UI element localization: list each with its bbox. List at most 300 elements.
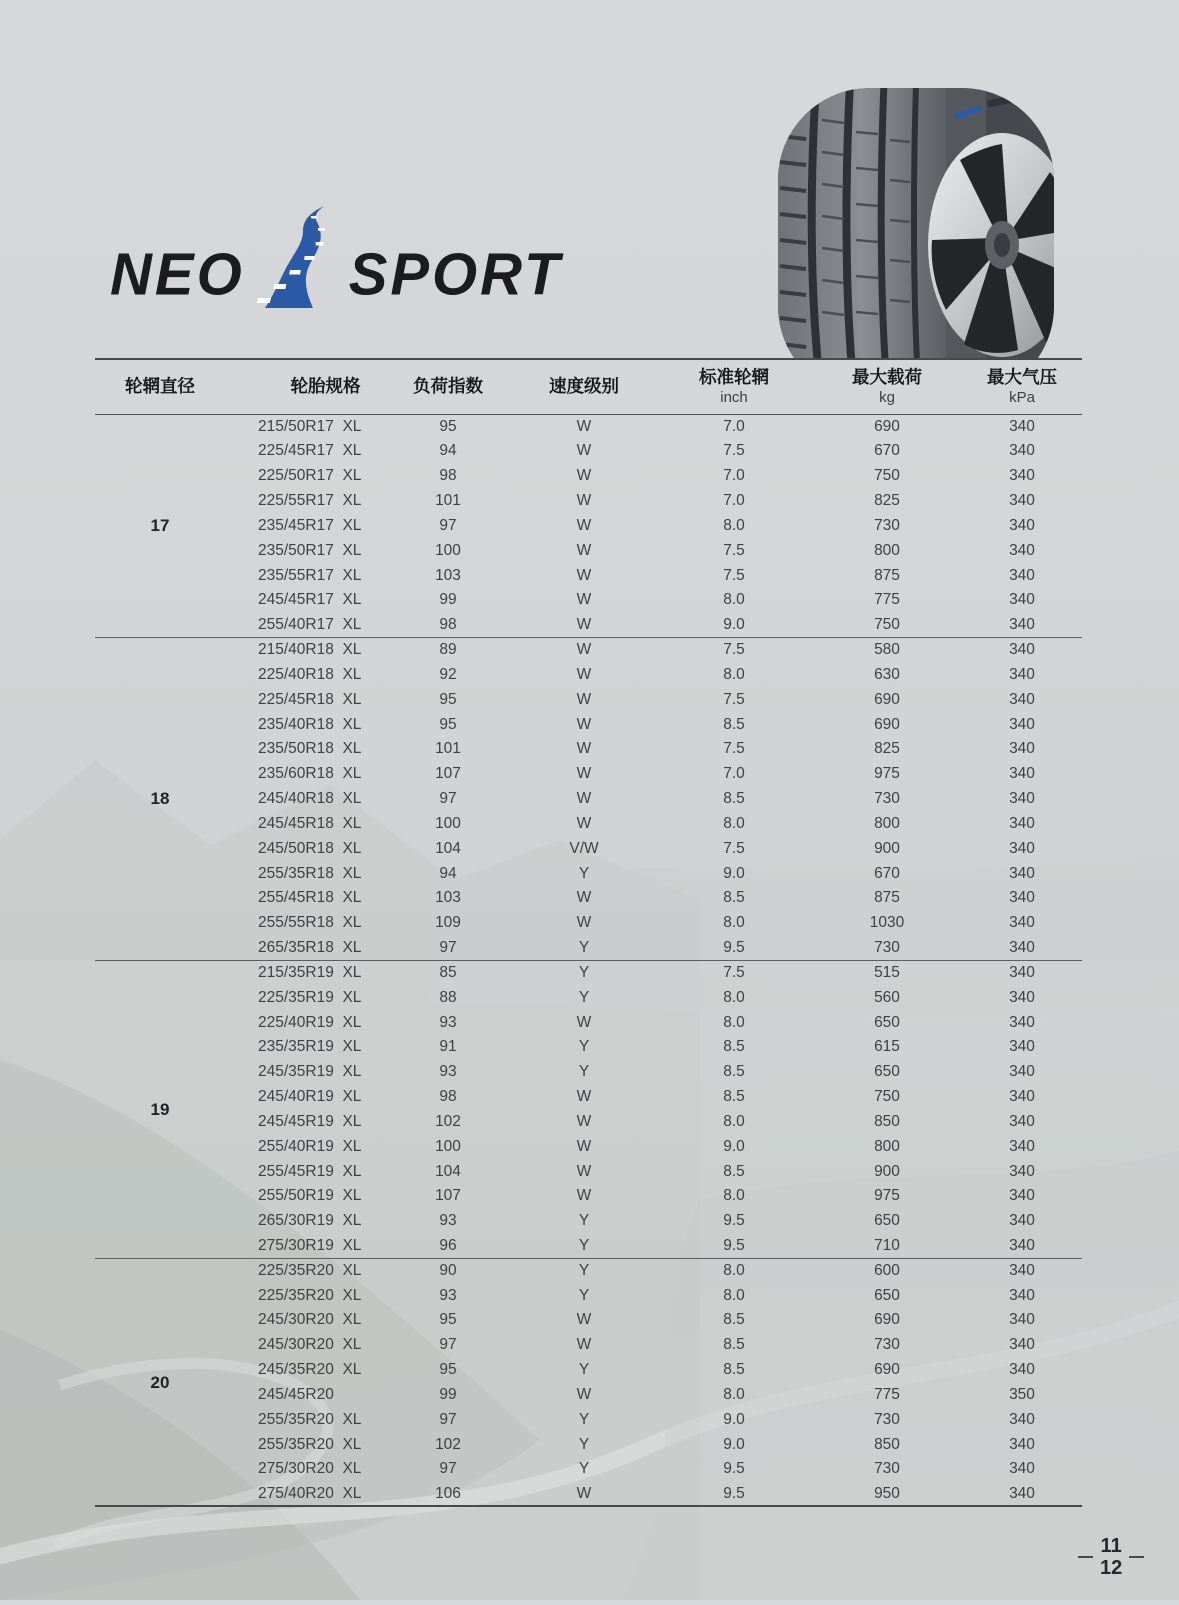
max-pressure-cell: 340 <box>1009 765 1035 783</box>
max-load-cell: 775 <box>874 1385 900 1403</box>
speed-rating-cell: Y <box>578 864 590 882</box>
table-row <box>95 886 1082 911</box>
load-index-cell: 93 <box>439 1212 457 1230</box>
load-index-cell: 93 <box>439 1286 457 1304</box>
max-load-cell: 975 <box>874 1187 900 1205</box>
tire-size-cell: 255/35R18 XL <box>258 864 362 882</box>
speed-rating-cell: W <box>576 591 592 609</box>
table-row <box>95 1357 1082 1382</box>
max-load-cell: 800 <box>874 814 900 832</box>
max-load-cell: 690 <box>874 1311 900 1329</box>
tire-size-cell: 255/35R20 XL <box>258 1410 362 1428</box>
speed-rating-cell: W <box>576 417 592 435</box>
table-row <box>95 861 1082 886</box>
speed-rating-cell: Y <box>578 1286 590 1304</box>
tire-size-cell: 255/55R18 XL <box>258 914 362 932</box>
speed-rating-cell: W <box>576 516 592 534</box>
standard-rim-cell: 7.5 <box>723 839 745 857</box>
max-load-cell: 690 <box>874 1361 900 1379</box>
load-index-cell: 100 <box>435 541 461 559</box>
speed-rating-cell: W <box>576 665 592 683</box>
table-row <box>95 1035 1082 1060</box>
table-row <box>95 1159 1082 1184</box>
max-pressure-cell: 340 <box>1009 814 1035 832</box>
standard-rim-cell: 7.5 <box>723 566 745 584</box>
table-row <box>95 911 1082 936</box>
speed-rating-cell: Y <box>512 960 656 985</box>
tire-size-cell: 235/40R18 XL <box>258 715 362 733</box>
standard-rim-cell: 8.5 <box>723 1038 745 1056</box>
page-number-top: 11 <box>1100 1535 1122 1557</box>
tire-size-cell: 225/40R19 XL <box>258 1013 362 1031</box>
load-index-cell: 95 <box>439 1311 457 1329</box>
table-row <box>95 1233 1082 1258</box>
load-index-cell: 95 <box>439 715 457 733</box>
standard-rim-cell: 8.5 <box>723 1336 745 1354</box>
page-number-bottom: 12 <box>1100 1557 1123 1580</box>
max-load-cell: 690 <box>874 715 900 733</box>
standard-rim-cell: 8.0 <box>723 665 745 683</box>
speed-rating-cell: W <box>576 765 592 783</box>
load-index-cell: 93 <box>439 1063 457 1081</box>
load-index-cell: 98 <box>439 467 457 485</box>
load-index-cell: 99 <box>439 591 457 609</box>
tire-size-cell: 215/50R17 XL <box>258 417 362 435</box>
max-load-cell: 730 <box>874 1460 900 1478</box>
max-pressure-cell: 340 <box>1009 988 1035 1006</box>
table-row <box>95 637 1082 662</box>
max-load-cell: 875 <box>874 889 900 907</box>
standard-rim-cell: 9.5 <box>723 1460 745 1478</box>
load-index-cell: 103 <box>435 889 461 907</box>
page-number-dash-right <box>1129 1556 1144 1558</box>
max-load-cell: 900 <box>874 839 900 857</box>
tire-size-cell: 245/35R19 XL <box>258 1063 362 1081</box>
load-index-cell: 109 <box>435 914 461 932</box>
load-index-cell: 104 <box>435 1162 461 1180</box>
table-row <box>95 464 1082 489</box>
max-load-cell: 775 <box>874 591 900 609</box>
max-pressure-cell: 340 <box>962 960 1082 985</box>
load-index-cell: 107 <box>435 765 461 783</box>
tire-size-cell: 225/35R20 XL <box>225 1258 384 1283</box>
col-header-max-pressure: 最大气压 kPa <box>962 359 1082 414</box>
max-load-cell: 750 <box>874 616 900 634</box>
max-pressure-cell: 340 <box>1009 616 1035 634</box>
table-row <box>95 414 1082 439</box>
speed-rating-cell: W <box>576 566 592 584</box>
max-pressure-cell: 340 <box>1009 1063 1035 1081</box>
max-pressure-cell: 340 <box>1009 1187 1035 1205</box>
speed-rating-cell: W <box>576 1137 592 1155</box>
load-index-cell: 97 <box>439 938 457 956</box>
table-row <box>95 538 1082 563</box>
standard-rim-cell: 7.0 <box>723 765 745 783</box>
max-load-cell: 670 <box>874 442 900 460</box>
page-number-dash-left <box>1078 1556 1093 1558</box>
load-index-cell: 98 <box>439 616 457 634</box>
col-header-rim-diameter: 轮辋直径 <box>95 359 225 414</box>
max-load-cell: 825 <box>874 492 900 510</box>
standard-rim-cell: 9.0 <box>723 1435 745 1453</box>
max-load-cell: 750 <box>874 1088 900 1106</box>
tire-size-cell: 245/40R19 XL <box>258 1088 362 1106</box>
load-index-cell: 102 <box>435 1435 461 1453</box>
tire-size-cell: 245/30R20 XL <box>258 1336 362 1354</box>
standard-rim-cell: 7.5 <box>723 442 745 460</box>
tire-size-cell: 215/35R19 XL <box>225 960 384 985</box>
speed-rating-cell: Y <box>578 1236 590 1254</box>
speed-rating-cell: W <box>576 1112 592 1130</box>
max-pressure-cell: 340 <box>1009 1435 1035 1453</box>
speed-rating-cell: W <box>576 690 592 708</box>
max-pressure-cell: 340 <box>1009 1336 1035 1354</box>
rim-diameter-label: 18 <box>95 637 225 960</box>
max-load-cell: 690 <box>874 690 900 708</box>
load-index-cell: 95 <box>439 1361 457 1379</box>
max-load-cell: 730 <box>874 938 900 956</box>
max-load-cell: 730 <box>874 1410 900 1428</box>
table-row <box>95 1382 1082 1407</box>
table-row <box>95 613 1082 638</box>
table-row <box>95 563 1082 588</box>
max-pressure-cell: 340 <box>1009 1088 1035 1106</box>
standard-rim-cell: 7.0 <box>723 492 745 510</box>
max-pressure-cell: 340 <box>1009 1484 1035 1502</box>
table-row <box>95 1457 1082 1482</box>
tire-size-cell: 225/40R18 XL <box>258 665 362 683</box>
standard-rim-cell: 8.5 <box>723 1361 745 1379</box>
tire-size-cell: 225/55R17 XL <box>258 492 362 510</box>
standard-rim-cell: 8.5 <box>723 715 745 733</box>
table-row <box>95 762 1082 787</box>
standard-rim-cell: 8.0 <box>723 1385 745 1403</box>
table-row <box>95 1482 1082 1507</box>
max-load-cell: 600 <box>812 1258 962 1283</box>
standard-rim-cell: 8.0 <box>723 1112 745 1130</box>
max-pressure-cell: 340 <box>1009 1286 1035 1304</box>
max-pressure-cell: 340 <box>1009 1361 1035 1379</box>
load-index-cell: 100 <box>435 814 461 832</box>
max-pressure-cell: 340 <box>1009 1460 1035 1478</box>
max-pressure-cell: 340 <box>1009 417 1035 435</box>
speed-rating-cell: Y <box>578 1063 590 1081</box>
max-pressure-cell: 340 <box>1009 1013 1035 1031</box>
tire-size-cell: 265/30R19 XL <box>258 1212 362 1230</box>
standard-rim-cell: 8.5 <box>723 1088 745 1106</box>
load-index-cell: 106 <box>435 1484 461 1502</box>
max-load-cell: 900 <box>874 1162 900 1180</box>
col-header-standard-rim: 标准轮辋 inch <box>656 359 812 414</box>
max-pressure-cell: 350 <box>1009 1385 1035 1403</box>
max-pressure-cell: 340 <box>1009 1038 1035 1056</box>
table-row <box>95 439 1082 464</box>
tire-size-cell: 255/40R19 XL <box>258 1137 362 1155</box>
page-number <box>1078 1535 1144 1580</box>
standard-rim-cell: 8.0 <box>723 591 745 609</box>
load-index-cell: 103 <box>435 566 461 584</box>
table-row <box>95 1283 1082 1308</box>
max-pressure-cell: 340 <box>1009 790 1035 808</box>
speed-rating-cell: Y <box>578 1410 590 1428</box>
tire-size-cell: 245/45R17 XL <box>258 591 362 609</box>
max-load-cell: 800 <box>874 1137 900 1155</box>
standard-rim-cell: 7.5 <box>656 960 812 985</box>
standard-rim-cell: 8.5 <box>723 1063 745 1081</box>
standard-rim-cell: 8.0 <box>656 1258 812 1283</box>
max-pressure-cell: 340 <box>962 637 1082 662</box>
speed-rating-cell: Y <box>578 1212 590 1230</box>
rim-diameter-label: 17 <box>150 516 170 536</box>
max-pressure-cell: 340 <box>1009 938 1035 956</box>
speed-rating-cell: Y <box>578 938 590 956</box>
speed-rating-cell: W <box>576 1336 592 1354</box>
max-load-cell: 875 <box>874 566 900 584</box>
max-load-cell: 580 <box>812 637 962 662</box>
speed-rating-cell: W <box>576 1385 592 1403</box>
max-load-cell: 650 <box>874 1013 900 1031</box>
max-pressure-cell: 340 <box>1009 467 1035 485</box>
load-index-cell: 100 <box>435 1137 461 1155</box>
speed-rating-cell: V/W <box>569 839 599 857</box>
speed-rating-cell: Y <box>578 988 590 1006</box>
tire-size-cell: 225/45R17 XL <box>258 442 362 460</box>
standard-rim-cell: 7.5 <box>723 541 745 559</box>
standard-rim-cell: 9.5 <box>723 1484 745 1502</box>
logo-neo-text: NEO <box>110 241 245 308</box>
standard-rim-cell: 9.0 <box>723 616 745 634</box>
standard-rim-cell: 7.5 <box>656 637 812 662</box>
standard-rim-cell: 8.0 <box>723 988 745 1006</box>
speed-rating-cell: Y <box>578 1435 590 1453</box>
max-pressure-cell: 340 <box>1009 442 1035 460</box>
max-pressure-cell: 340 <box>1009 839 1035 857</box>
standard-rim-cell: 8.0 <box>723 1286 745 1304</box>
table-row <box>95 1184 1082 1209</box>
max-pressure-cell: 340 <box>1009 864 1035 882</box>
load-index-cell: 88 <box>439 988 457 1006</box>
speed-rating-cell: W <box>576 442 592 460</box>
max-pressure-cell: 340 <box>1009 690 1035 708</box>
table-row <box>95 1258 1082 1283</box>
standard-rim-cell: 9.0 <box>723 1410 745 1428</box>
tire-size-cell: 255/50R19 XL <box>258 1187 362 1205</box>
tire-size-cell: 235/45R17 XL <box>258 516 362 534</box>
tire-size-cell: 235/60R18 XL <box>258 765 362 783</box>
max-pressure-cell: 340 <box>962 1258 1082 1283</box>
max-load-cell: 730 <box>874 1336 900 1354</box>
speed-rating-cell: Y <box>578 1038 590 1056</box>
load-index-cell: 98 <box>439 1088 457 1106</box>
max-load-cell: 975 <box>874 765 900 783</box>
table-row <box>95 1134 1082 1159</box>
speed-rating-cell: W <box>576 1088 592 1106</box>
table-row <box>95 786 1082 811</box>
max-pressure-cell: 340 <box>1009 1311 1035 1329</box>
load-index-cell: 97 <box>439 516 457 534</box>
max-load-cell: 1030 <box>869 914 905 932</box>
tire-product-image <box>750 80 1084 358</box>
tire-size-cell: 245/45R20 <box>258 1385 334 1403</box>
rim-diameter-label: 19 <box>95 960 225 1258</box>
speed-rating-cell: W <box>576 492 592 510</box>
max-load-cell: 690 <box>874 417 900 435</box>
max-pressure-cell: 340 <box>1009 1212 1035 1230</box>
load-index-cell: 91 <box>439 1038 457 1056</box>
load-index-cell: 97 <box>439 790 457 808</box>
load-index-cell: 97 <box>439 1460 457 1478</box>
load-index-cell: 97 <box>439 1336 457 1354</box>
max-load-cell: 650 <box>874 1286 900 1304</box>
speed-rating-cell: W <box>576 1162 592 1180</box>
tire-size-cell: 275/30R20 XL <box>258 1460 362 1478</box>
load-index-cell: 107 <box>435 1187 461 1205</box>
standard-rim-cell: 9.0 <box>723 864 745 882</box>
max-pressure-cell: 340 <box>1009 914 1035 932</box>
speed-rating-cell: W <box>576 914 592 932</box>
max-pressure-cell: 340 <box>1009 516 1035 534</box>
speed-rating-cell: W <box>576 1311 592 1329</box>
table-row <box>95 737 1082 762</box>
max-load-cell: 750 <box>874 467 900 485</box>
max-load-cell: 850 <box>874 1112 900 1130</box>
speed-rating-cell: W <box>576 616 592 634</box>
table-row <box>95 513 1082 538</box>
max-load-cell: 950 <box>874 1484 900 1502</box>
tire-size-cell: 235/50R17 XL <box>258 541 362 559</box>
standard-rim-cell: 8.0 <box>723 516 745 534</box>
standard-rim-cell: 8.0 <box>723 814 745 832</box>
table-row <box>95 488 1082 513</box>
speed-rating-cell: W <box>576 541 592 559</box>
tire-size-cell: 275/30R19 XL <box>258 1236 362 1254</box>
load-index-cell: 97 <box>439 1410 457 1428</box>
max-pressure-cell: 340 <box>1009 1162 1035 1180</box>
col-header-speed-rating: 速度级别 <box>512 359 656 414</box>
max-pressure-cell: 340 <box>1009 1137 1035 1155</box>
speed-rating-cell: W <box>576 889 592 907</box>
road-icon <box>251 206 347 308</box>
max-load-cell: 650 <box>874 1063 900 1081</box>
speed-rating-cell: W <box>576 814 592 832</box>
load-index-cell: 93 <box>439 1013 457 1031</box>
load-index-cell: 102 <box>435 1112 461 1130</box>
speed-rating-cell: Y <box>512 1258 656 1283</box>
max-load-cell: 730 <box>874 790 900 808</box>
spec-table-body <box>95 414 1082 1506</box>
table-row <box>95 1333 1082 1358</box>
max-load-cell: 630 <box>874 665 900 683</box>
max-load-cell: 825 <box>874 740 900 758</box>
table-row <box>95 588 1082 613</box>
load-index-cell: 95 <box>439 690 457 708</box>
max-pressure-cell: 340 <box>1009 1112 1035 1130</box>
max-load-cell: 710 <box>874 1236 900 1254</box>
load-index-cell: 94 <box>439 442 457 460</box>
load-index-cell: 89 <box>384 637 512 662</box>
table-row <box>95 1407 1082 1432</box>
load-index-cell: 101 <box>435 492 461 510</box>
col-header-max-load: 最大载荷 kg <box>812 359 962 414</box>
max-pressure-cell: 340 <box>1009 1410 1035 1428</box>
tire-size-cell: 225/45R18 XL <box>258 690 362 708</box>
tire-size-cell: 225/35R19 XL <box>258 988 362 1006</box>
speed-rating-cell: W <box>576 1187 592 1205</box>
speed-rating-cell: Y <box>578 1361 590 1379</box>
load-index-cell: 85 <box>384 960 512 985</box>
max-pressure-cell: 340 <box>1009 889 1035 907</box>
load-index-cell: 104 <box>435 839 461 857</box>
tire-size-cell: 235/50R18 XL <box>258 740 362 758</box>
max-load-cell: 850 <box>874 1435 900 1453</box>
tire-size-cell: 245/50R18 XL <box>258 839 362 857</box>
standard-rim-cell: 7.5 <box>723 740 745 758</box>
header-row <box>95 359 1082 414</box>
standard-rim-cell: 8.5 <box>723 790 745 808</box>
load-index-cell: 94 <box>439 864 457 882</box>
standard-rim-cell: 8.5 <box>723 1162 745 1180</box>
standard-rim-cell: 8.0 <box>723 1013 745 1031</box>
speed-rating-cell: W <box>576 467 592 485</box>
speed-rating-cell: W <box>576 1013 592 1031</box>
max-load-cell: 730 <box>874 516 900 534</box>
tire-size-cell: 245/45R18 XL <box>258 814 362 832</box>
table-row <box>95 662 1082 687</box>
max-pressure-cell: 340 <box>1009 715 1035 733</box>
max-load-cell: 800 <box>874 541 900 559</box>
max-pressure-cell: 340 <box>1009 492 1035 510</box>
max-pressure-cell: 340 <box>1009 740 1035 758</box>
standard-rim-cell: 9.0 <box>723 1137 745 1155</box>
tire-size-cell: 245/40R18 XL <box>258 790 362 808</box>
table-row <box>95 836 1082 861</box>
max-load-cell: 615 <box>874 1038 900 1056</box>
table-row <box>95 811 1082 836</box>
table-row <box>95 687 1082 712</box>
tire-size-cell: 255/45R18 XL <box>258 889 362 907</box>
tire-size-cell: 255/40R17 XL <box>258 616 362 634</box>
tire-size-cell: 255/35R20 XL <box>258 1435 362 1453</box>
speed-rating-cell: W <box>576 790 592 808</box>
tire-size-cell: 255/45R19 XL <box>258 1162 362 1180</box>
table-row <box>95 1109 1082 1134</box>
load-index-cell: 90 <box>384 1258 512 1283</box>
standard-rim-cell: 9.5 <box>723 1236 745 1254</box>
standard-rim-cell: 7.5 <box>723 690 745 708</box>
table-row <box>95 1010 1082 1035</box>
tire-size-cell: 215/40R18 XL <box>225 637 384 662</box>
brand-logo <box>110 200 563 308</box>
logo-sport-text: SPORT <box>348 241 563 308</box>
max-pressure-cell: 340 <box>1009 566 1035 584</box>
tire-size-cell: 275/40R20 XL <box>258 1484 362 1502</box>
tire-size-cell: 245/30R20 XL <box>258 1311 362 1329</box>
standard-rim-cell: 9.5 <box>723 1212 745 1230</box>
max-load-cell: 560 <box>874 988 900 1006</box>
tire-size-cell: 265/35R18 XL <box>258 938 362 956</box>
standard-rim-cell: 8.5 <box>723 889 745 907</box>
tire-size-cell: 235/55R17 XL <box>258 566 362 584</box>
table-row <box>95 1084 1082 1109</box>
tire-size-cell: 235/35R19 XL <box>258 1038 362 1056</box>
max-load-cell: 670 <box>874 864 900 882</box>
speed-rating-cell: W <box>576 715 592 733</box>
load-index-cell: 95 <box>439 417 457 435</box>
tire-size-cell: 245/35R20 XL <box>258 1361 362 1379</box>
tire-size-cell: 225/50R17 XL <box>258 467 362 485</box>
standard-rim-cell: 8.5 <box>723 1311 745 1329</box>
table-row <box>95 1060 1082 1085</box>
